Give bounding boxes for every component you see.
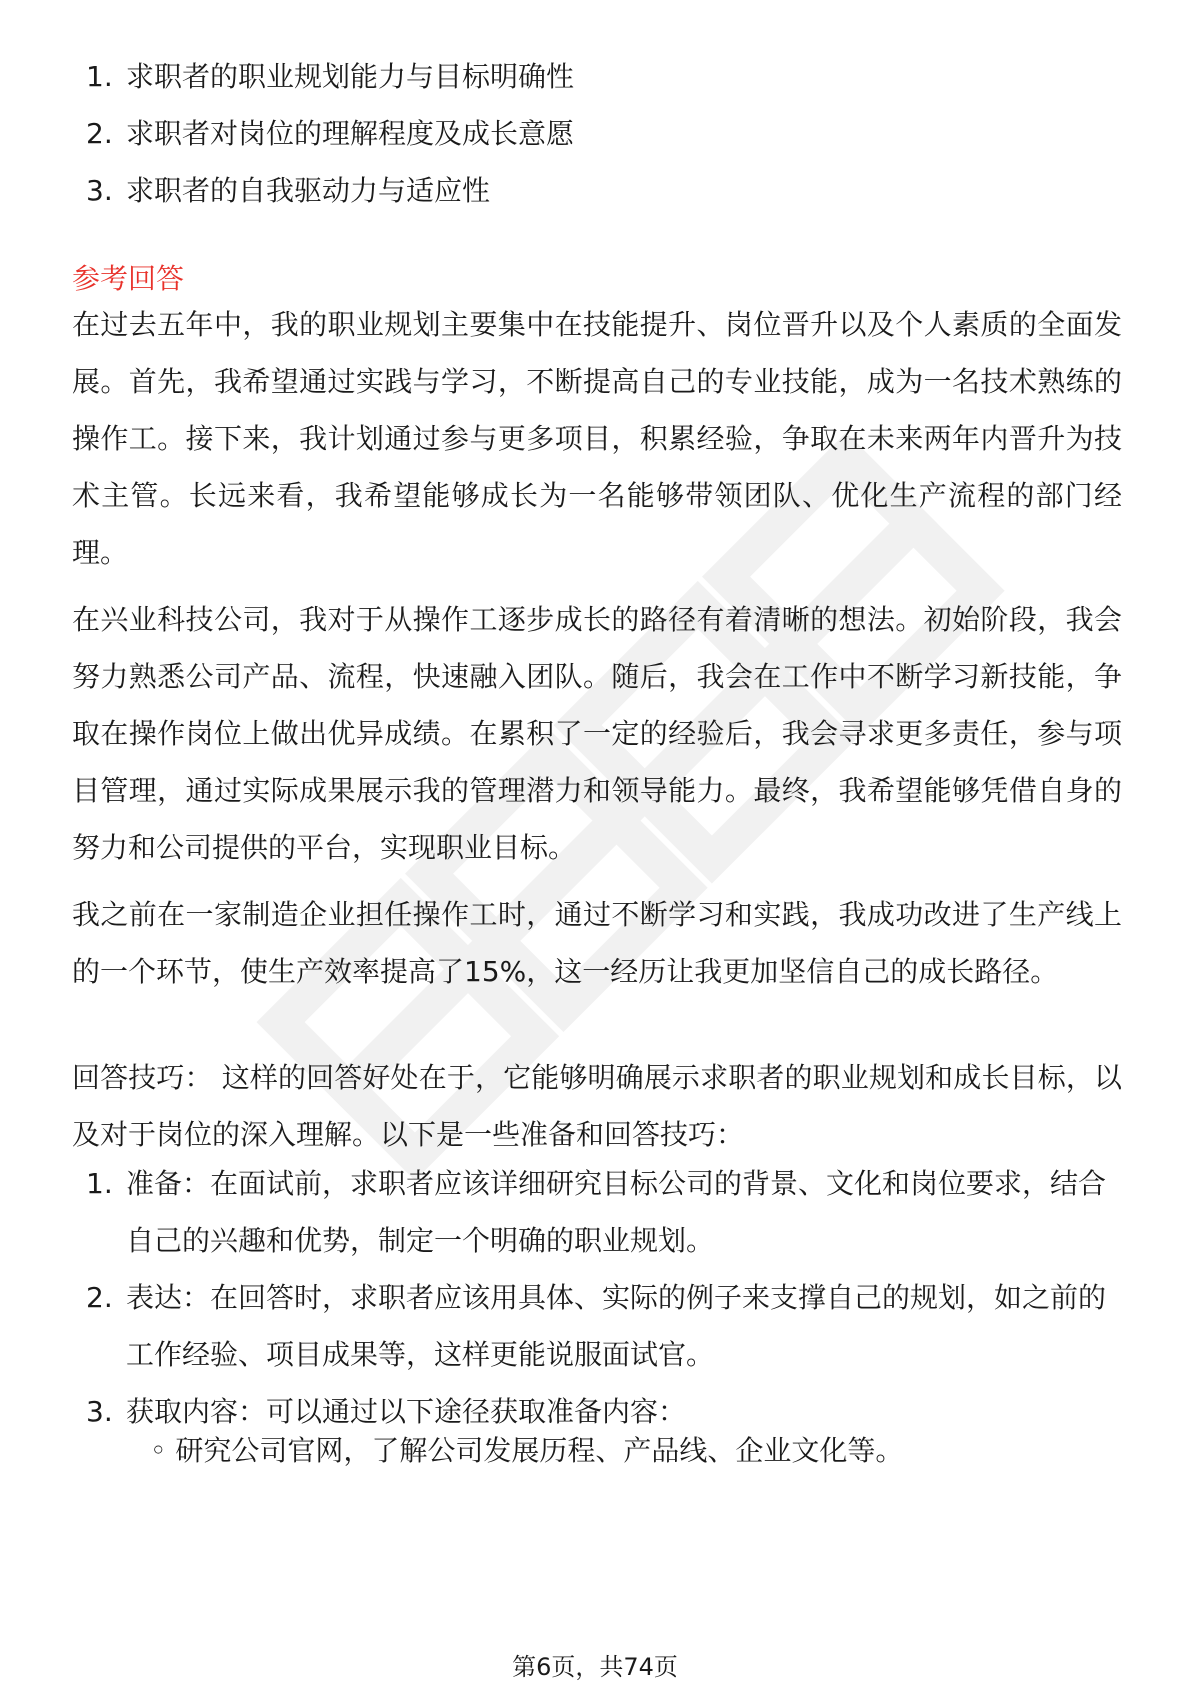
paragraph: 在过去五年中，我的职业规划主要集中在技能提升、岗位晋升以及个人素质的全面发展。首先，我希望通过实践与学习，不断提高自己的专业技能，成为一名技术熟练的操作工。接下来，我计划通过参与更多项目，积累经验，争取在未来两年内晋升为技术主管。长远来看，我希望能够成长为一名能够带领团队、优化生产流程的部门经理。 xyxy=(72,308,1122,569)
list-item xyxy=(72,1155,1122,1269)
sub-list-item: ◦ 研究公司官网，了解公司发展历程、产品线、企业文化等。 xyxy=(150,1434,904,1467)
list-number: 2. xyxy=(86,1281,113,1314)
list-item xyxy=(72,162,1122,219)
answer-heading: 参考回答 xyxy=(72,262,185,295)
list-number: 1. xyxy=(86,60,113,93)
paragraph: 我之前在一家制造企业担任操作工时，通过不断学习和实践，我成功改进了生产线上的一个环节，使生产效率提高了15%，这一经历让我更加坚信自己的成长路径。 xyxy=(72,898,1122,988)
tips-list xyxy=(72,1155,1122,1440)
list-item-text: 获取内容：可以通过以下途径获取准备内容： xyxy=(126,1395,687,1428)
list-number: 1. xyxy=(86,1167,113,1200)
list-item-text: 求职者对岗位的理解程度及成长意愿 xyxy=(126,117,575,150)
list-item xyxy=(72,1269,1122,1383)
page-number: 第6页，共74页 xyxy=(512,1653,678,1681)
evaluation-points-list xyxy=(72,48,1122,219)
list-item-text: 求职者的职业规划能力与目标明确性 xyxy=(126,60,575,93)
answer-tips-paragraph: 回答技巧： 这样的回答好处在于，它能够明确展示求职者的职业规划和成长目标，以及对于岗位的深入理解。以下是一些准备和回答技巧： xyxy=(72,1061,1122,1151)
list-number: 3. xyxy=(86,174,113,207)
list-item xyxy=(72,105,1122,162)
list-number: 2. xyxy=(86,117,113,150)
list-item-text: 准备：在面试前，求职者应该详细研究目标公司的背景、文化和岗位要求，结合自己的兴趣和优势，制定一个明确的职业规划。 xyxy=(126,1167,1107,1257)
list-number: 3. xyxy=(86,1395,113,1428)
list-item xyxy=(72,48,1122,105)
paragraph: 在兴业科技公司，我对于从操作工逐步成长的路径有着清晰的想法。初始阶段，我会努力熟悉公司产品、流程，快速融入团队。随后，我会在工作中不断学习新技能，争取在操作岗位上做出优异成绩。在累积了一定的经验后，我会寻求更多责任，参与项目管理，通过实际成果展示我的管理潜力和领导能力。最终，我希望能够凭借自身的努力和公司提供的平台，实现职业目标。 xyxy=(72,603,1122,864)
list-item-text: 求职者的自我驱动力与适应性 xyxy=(126,174,491,207)
list-item-text: 表达：在回答时，求职者应该用具体、实际的例子来支撑自己的规划，如之前的工作经验、项目成果等，这样更能说服面试官。 xyxy=(126,1281,1107,1371)
